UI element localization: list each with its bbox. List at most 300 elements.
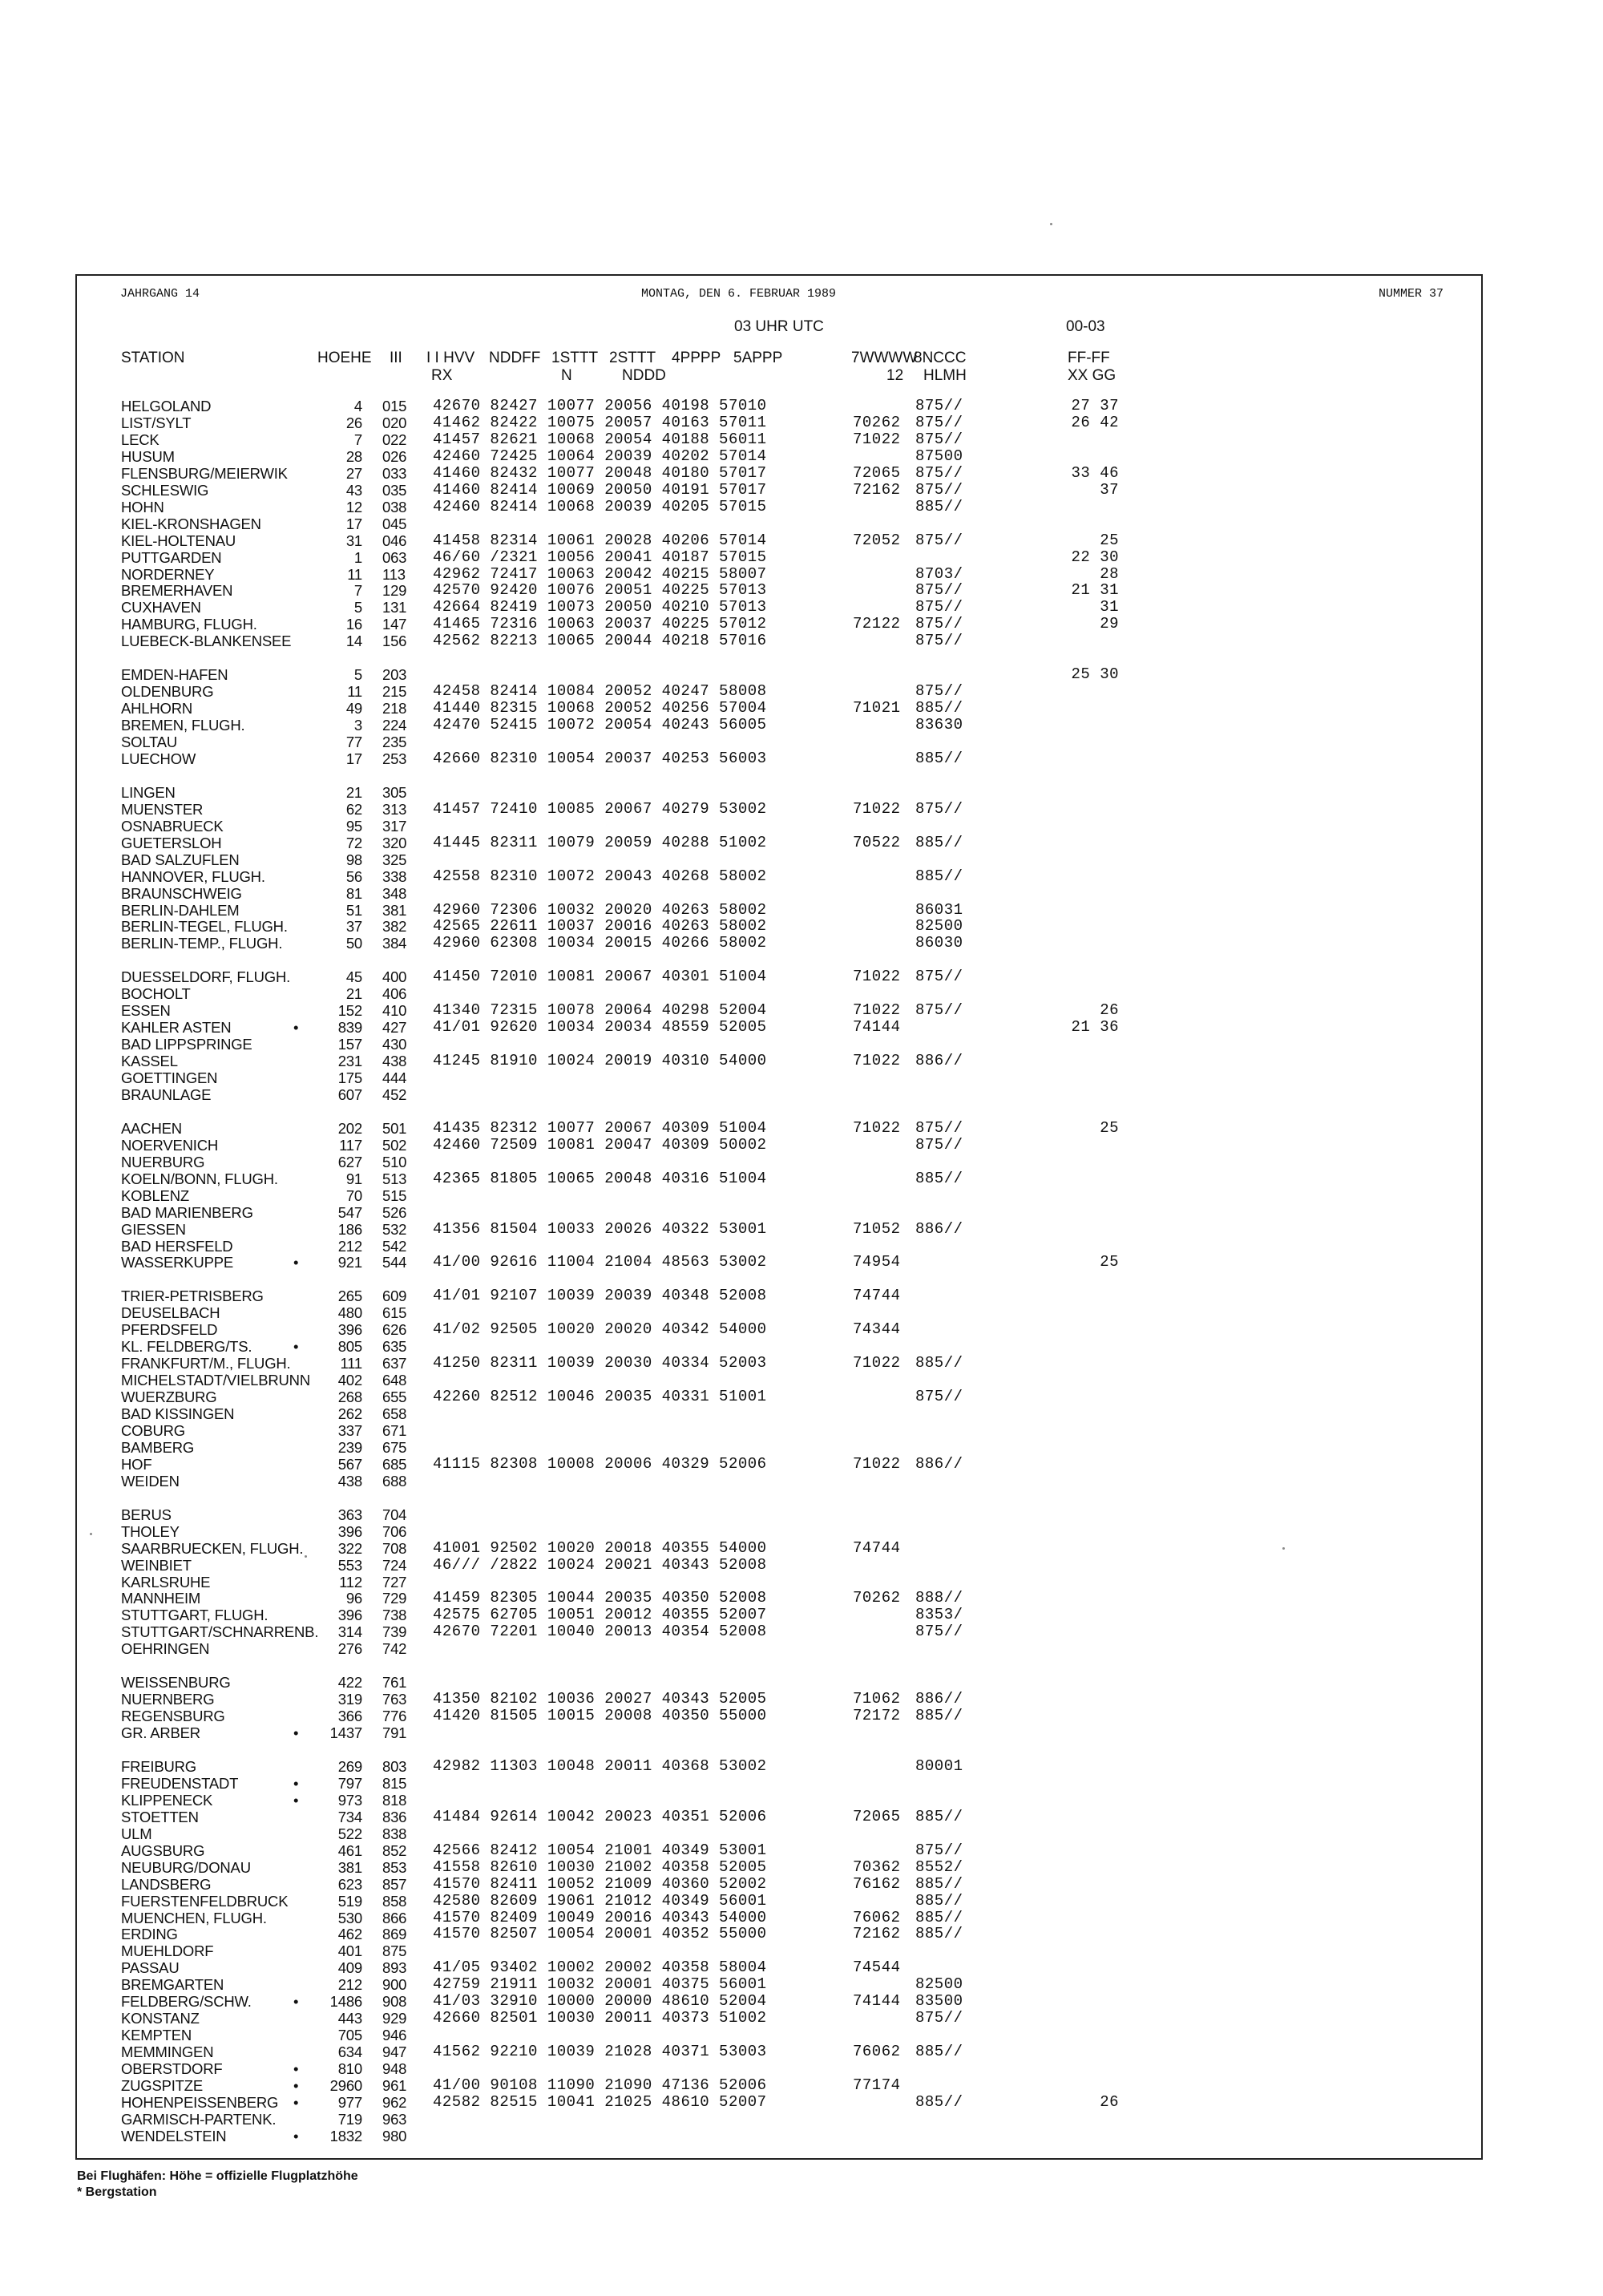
station-index: 035: [382, 481, 407, 499]
col-iii: III: [390, 350, 402, 366]
cloud-group: 886//: [915, 1454, 963, 1473]
gust-group: 27 37: [1071, 397, 1119, 414]
station-name: THOLEY: [121, 1522, 180, 1540]
cloud-group: 885//: [915, 497, 963, 515]
station-height: 95: [345, 817, 362, 835]
cloud-group: 8552/: [915, 1857, 963, 1876]
station-index: 637: [382, 1355, 407, 1372]
table-row: [0, 683, 1603, 700]
station-name: WUERZBURG: [121, 1389, 217, 1406]
station-name: SAARBRUECKEN, FLUGH.: [121, 1539, 304, 1557]
station-index: 156: [382, 633, 407, 650]
table-row: [0, 700, 1603, 717]
cloud-group: 86030: [915, 934, 963, 952]
station-name: KLIPPENECK: [121, 1791, 213, 1809]
station-height: 28: [345, 447, 362, 465]
synop-groups: 41/02 92505 10020 20020 40342 54000: [433, 1320, 767, 1339]
station-index: 763: [382, 1691, 407, 1708]
station-index: 655: [382, 1389, 407, 1406]
cloud-group: 875//: [915, 531, 963, 549]
station-index: 626: [382, 1321, 407, 1339]
station-name: KAHLER ASTEN: [121, 1019, 232, 1037]
station-height: 719: [337, 2110, 362, 2128]
cloud-group: 885//: [915, 1908, 963, 1926]
synop-groups: 42759 21911 10032 20001 40375 56001: [433, 1975, 767, 1994]
table-row: [0, 1623, 1603, 1640]
station-name: MUENSTER: [121, 800, 204, 818]
synop-groups: 46/60 /2321 10056 20041 40187 57015: [433, 548, 767, 566]
table-row: [0, 1338, 1603, 1355]
station-height: 530: [337, 1909, 362, 1926]
synop-groups: 42960 72306 10032 20020 40263 58002: [433, 900, 767, 919]
station-index: 761: [382, 1674, 407, 1692]
weather-group: 72052: [853, 531, 901, 549]
station-name: MICHELSTADT/VIELBRUNN: [121, 1372, 310, 1389]
table-row: [0, 1590, 1603, 1607]
synop-groups: 42566 82412 10054 21001 40349 53001: [433, 1841, 767, 1859]
table-row: [0, 1959, 1603, 1976]
station-height: 634: [337, 2043, 362, 2061]
station-height: 11: [347, 683, 362, 701]
col-g5: 4PPPP: [672, 350, 721, 366]
station-name: EMDEN-HAFEN: [121, 666, 228, 684]
station-index: 532: [382, 1220, 407, 1238]
table-row: [0, 918, 1603, 935]
station-name: BAD MARIENBERG: [121, 1203, 253, 1221]
table-row: [0, 1372, 1603, 1389]
station-height: 805: [337, 1338, 362, 1356]
station-name: LUECHOW: [121, 750, 196, 767]
col-g2: NDDFF: [489, 350, 541, 366]
synop-groups: 42660 82501 10030 20011 40373 51002: [433, 2009, 767, 2027]
weather-group: 74544: [853, 1958, 901, 1977]
weather-group: 74744: [853, 1538, 901, 1557]
cloud-group: 875//: [915, 1623, 963, 1641]
station-name: WEISSENBURG: [121, 1674, 231, 1692]
station-name: KOBLENZ: [121, 1186, 189, 1204]
table-row: [0, 1523, 1603, 1540]
synop-groups: 41460 82414 10069 20050 40191 57017: [433, 480, 767, 499]
station-name: SCHLESWIG: [121, 481, 209, 499]
gust-group: 25 30: [1071, 665, 1119, 684]
synop-groups: 41/01 92107 10039 20039 40348 52008: [433, 1287, 767, 1305]
scan-speck: [90, 1533, 92, 1535]
station-name: TRIER-PETRISBERG: [121, 1287, 264, 1305]
table-row: [0, 1221, 1603, 1238]
station-name: LIST/SYLT: [121, 414, 192, 431]
table-row: [0, 566, 1603, 583]
station-name: BAD HERSFELD: [121, 1237, 233, 1255]
table-row: [0, 499, 1603, 515]
station-height: 98: [345, 851, 362, 868]
station-height: 111: [340, 1355, 362, 1372]
station-height: 239: [337, 1438, 362, 1456]
station-index: 382: [382, 918, 407, 936]
station-index: 729: [382, 1590, 407, 1607]
station-index: 866: [382, 1909, 407, 1926]
col-g8: 8NCCC: [914, 350, 967, 366]
table-row: [0, 1287, 1603, 1304]
table-row: [0, 1422, 1603, 1439]
gust-group: 21 36: [1071, 1018, 1119, 1037]
station-height: 27: [345, 464, 362, 482]
table-row: [0, 582, 1603, 599]
station-height: 401: [337, 1942, 362, 1960]
table-row: [0, 549, 1603, 566]
station-name: MUENCHEN, FLUGH.: [121, 1909, 267, 1926]
station-name: HELGOLAND: [121, 398, 212, 414]
table-row: [0, 2060, 1603, 2077]
station-height: 396: [337, 1321, 362, 1339]
col-g1: I I HVV: [426, 350, 475, 366]
station-height: 7: [353, 582, 362, 600]
footnote-airport: Bei Flughäfen: Höhe = offizielle Flugplatzhöhe: [77, 2169, 358, 2183]
station-height: 43: [345, 481, 362, 499]
station-name: KONSTANZ: [121, 2010, 200, 2027]
station-name: KIEL-KRONSHAGEN: [121, 515, 261, 532]
station-height: 381: [337, 1858, 362, 1876]
station-index: 022: [382, 430, 407, 448]
cloud-group: 885//: [915, 1354, 963, 1372]
mountain-marker: •: [293, 1993, 299, 2011]
station-name: GOETTINGEN: [121, 1069, 218, 1086]
mountain-marker: •: [293, 1019, 299, 1037]
weather-group: 71022: [853, 1001, 901, 1020]
table-row: [0, 1674, 1603, 1691]
date-title: MONTAG, DEN 6. FEBRUAR 1989: [641, 287, 837, 301]
synop-groups: 41465 72316 10063 20037 40225 57012: [433, 615, 767, 633]
station-name: AACHEN: [121, 1119, 182, 1137]
col-g7: 7WWWW: [851, 350, 918, 366]
station-index: 727: [382, 1573, 407, 1591]
station-height: 366: [337, 1708, 362, 1725]
station-height: 396: [337, 1522, 362, 1540]
station-height: 11: [347, 565, 362, 583]
table-row: [0, 1405, 1603, 1422]
col-g6: 5APPP: [733, 350, 783, 366]
table-row: [0, 1271, 1603, 1287]
station-index: 526: [382, 1203, 407, 1221]
station-index: 544: [382, 1254, 407, 1271]
weather-group: 71022: [853, 799, 901, 818]
observation-time: 03 UHR UTC: [734, 318, 824, 335]
col-station: STATION: [121, 350, 185, 366]
synop-groups: 42660 82310 10054 20037 40253 56003: [433, 749, 767, 767]
cloud-group: 8703/: [915, 564, 963, 583]
gust-group: 25: [1100, 1253, 1119, 1271]
synop-groups: 42470 52415 10072 20054 40243 56005: [433, 716, 767, 734]
synop-groups: 42960 62308 10034 20015 40266 58002: [433, 934, 767, 952]
weather-group: 71022: [853, 968, 901, 986]
station-height: 839: [337, 1019, 362, 1037]
table-row: [0, 1456, 1603, 1473]
station-index: 609: [382, 1287, 407, 1305]
station-height: 1: [353, 548, 362, 566]
synop-groups: 42460 72509 10081 20047 40309 50002: [433, 1135, 767, 1154]
station-name: BAMBERG: [121, 1438, 195, 1456]
station-name: MEMMINGEN: [121, 2043, 214, 2061]
station-height: 31: [345, 532, 362, 549]
station-height: 212: [337, 1976, 362, 1994]
station-index: 875: [382, 1942, 407, 1960]
station-name: WENDELSTEIN: [121, 2127, 227, 2144]
cloud-group: 875//: [915, 397, 963, 414]
station-name: KASSEL: [121, 1053, 178, 1070]
station-name: BREMEN, FLUGH.: [121, 717, 245, 734]
station-index: 658: [382, 1405, 407, 1422]
station-name: BAD LIPPSPRINGE: [121, 1036, 252, 1053]
station-index: 815: [382, 1774, 407, 1792]
table-row: [0, 666, 1603, 683]
cloud-group: 80001: [915, 1756, 963, 1775]
weather-group: 71022: [853, 1118, 901, 1137]
station-height: 977: [337, 2093, 362, 2111]
synop-groups: 42582 82515 10041 21025 48610 52007: [433, 2092, 767, 2111]
cloud-group: 86031: [915, 900, 963, 919]
station-name: OLDENBURG: [121, 683, 214, 701]
cloud-group: 886//: [915, 1690, 963, 1708]
table-row: [0, 2027, 1603, 2043]
weather-group: 74144: [853, 1992, 901, 2011]
station-height: 567: [337, 1455, 362, 1473]
station-name: LUEBECK-BLANKENSEE: [121, 633, 292, 650]
station-name: NOERVENICH: [121, 1136, 219, 1154]
station-index: 026: [382, 447, 407, 465]
mountain-marker: •: [293, 1254, 299, 1271]
cloud-group: 885//: [915, 699, 963, 718]
synop-groups: 41/05 93402 10002 20002 40358 58004: [433, 1958, 767, 1977]
table-row: [0, 649, 1603, 666]
cloud-group: 875//: [915, 1841, 963, 1859]
station-name: BERLIN-TEMP., FLUGH.: [121, 935, 283, 952]
station-height: 91: [345, 1170, 362, 1187]
weather-group: 74744: [853, 1287, 901, 1305]
table-row: [0, 1640, 1603, 1657]
mountain-marker: •: [293, 2093, 299, 2111]
weather-group: 76062: [853, 2043, 901, 2061]
synop-groups: 41/01 92620 10034 20034 48559 52005: [433, 1018, 767, 1037]
table-row: [0, 1825, 1603, 1842]
cloud-group: 875//: [915, 1388, 963, 1406]
station-index: 900: [382, 1976, 407, 1994]
col-hoehe: HOEHE: [317, 350, 372, 366]
table-row: [0, 465, 1603, 482]
weather-group: 71022: [853, 1454, 901, 1473]
station-height: 51: [345, 901, 362, 919]
station-height: 77: [345, 734, 362, 750]
cloud-group: 875//: [915, 430, 963, 448]
weather-group: 71022: [853, 1052, 901, 1070]
cloud-group: 87500: [915, 447, 963, 465]
weather-group: 71052: [853, 1219, 901, 1238]
station-height: 157: [337, 1036, 362, 1053]
synop-groups: 41350 82102 10036 20027 40343 52005: [433, 1690, 767, 1708]
cloud-group: 875//: [915, 581, 963, 600]
synop-groups: 42458 82414 10084 20052 40247 58008: [433, 682, 767, 701]
station-name: HOF: [121, 1455, 152, 1473]
station-index: 015: [382, 398, 407, 414]
table-row: [0, 1187, 1603, 1204]
table-row: [0, 801, 1603, 818]
station-height: 4: [353, 398, 362, 414]
station-index: 218: [382, 700, 407, 718]
station-name: PUTTGARDEN: [121, 548, 222, 566]
table-row: [0, 767, 1603, 784]
station-index: 869: [382, 1926, 407, 1943]
table-row: [0, 750, 1603, 767]
weather-group: 70522: [853, 833, 901, 851]
station-index: 444: [382, 1069, 407, 1086]
station-index: 033: [382, 464, 407, 482]
synop-groups: 42460 82414 10068 20039 40205 57015: [433, 497, 767, 515]
station-name: WASSERKUPPE: [121, 1254, 234, 1271]
col-g4: 2STTT: [609, 350, 656, 366]
station-height: 14: [345, 633, 362, 650]
table-row: [0, 968, 1603, 985]
table-row: [0, 935, 1603, 952]
station-height: 314: [337, 1623, 362, 1641]
weather-group: 72172: [853, 1707, 901, 1725]
station-height: 402: [337, 1372, 362, 1389]
weather-group: 71062: [853, 1690, 901, 1708]
table-row: [0, 1069, 1603, 1086]
station-index: 706: [382, 1522, 407, 1540]
table-row: [0, 1893, 1603, 1910]
table-row: [0, 1976, 1603, 1993]
synop-groups: 41115 82308 10008 20006 40329 52006: [433, 1454, 767, 1473]
station-height: 461: [337, 1841, 362, 1859]
cloud-group: 885//: [915, 1874, 963, 1893]
table-row: [0, 902, 1603, 919]
station-index: 946: [382, 2027, 407, 2044]
table-row: [0, 1002, 1603, 1019]
station-index: 400: [382, 968, 407, 986]
station-height: 50: [345, 935, 362, 952]
station-height: 2960: [329, 2077, 362, 2094]
station-height: 37: [345, 918, 362, 936]
cloud-group: 83500: [915, 1992, 963, 2011]
station-index: 046: [382, 532, 407, 549]
station-height: 522: [337, 1825, 362, 1842]
issue-number: NUMMER 37: [1379, 287, 1444, 301]
gust-group: 26 42: [1071, 413, 1119, 431]
station-index: 452: [382, 1085, 407, 1103]
synop-groups: 41340 72315 10078 20064 40298 52004: [433, 1001, 767, 1020]
weather-group: 72162: [853, 1925, 901, 1943]
station-name: OSNABRUECK: [121, 817, 224, 835]
table-row: [0, 1993, 1603, 2010]
station-height: 96: [345, 1590, 362, 1607]
station-index: 305: [382, 783, 407, 801]
cloud-group: 875//: [915, 1001, 963, 1020]
weather-group: 76062: [853, 1908, 901, 1926]
col-g9: FF-FF: [1068, 350, 1110, 366]
station-index: 648: [382, 1372, 407, 1389]
cloud-group: 886//: [915, 1219, 963, 1238]
table-row: [0, 2094, 1603, 2111]
col-g1-sub: RX: [431, 367, 453, 384]
scan-speck: [1050, 223, 1052, 225]
station-height: 319: [337, 1691, 362, 1708]
col-g9-sub: XX GG: [1068, 367, 1116, 384]
weather-group: 70262: [853, 413, 901, 431]
table-row: [0, 1473, 1603, 1490]
station-name: GR. ARBER: [121, 1724, 200, 1742]
station-index: 384: [382, 935, 407, 952]
table-row: [0, 1708, 1603, 1724]
gust-group: 31: [1100, 598, 1119, 616]
station-height: 186: [337, 1220, 362, 1238]
station-height: 21: [345, 783, 362, 801]
station-index: 063: [382, 548, 407, 566]
table-row: [0, 482, 1603, 499]
station-index: 542: [382, 1237, 407, 1255]
col-g8-sub: HLMH: [923, 367, 967, 384]
synop-groups: 41450 72010 10081 20067 40301 51004: [433, 968, 767, 986]
table-row: [0, 2077, 1603, 2094]
station-height: 553: [337, 1556, 362, 1574]
station-index: 406: [382, 985, 407, 1003]
table-row: [0, 1657, 1603, 1674]
table-row: [0, 1053, 1603, 1069]
station-name: LANDSBERG: [121, 1875, 212, 1893]
station-height: 973: [337, 1791, 362, 1809]
station-height: 152: [337, 1002, 362, 1020]
station-name: MUEHLDORF: [121, 1942, 214, 1960]
station-height: 56: [345, 867, 362, 885]
station-name: KEMPTEN: [121, 2027, 192, 2044]
station-name: OEHRINGEN: [121, 1640, 210, 1658]
station-index: 671: [382, 1421, 407, 1439]
table-row: [0, 1120, 1603, 1137]
station-index: 742: [382, 1640, 407, 1658]
station-index: 045: [382, 515, 407, 532]
cloud-group: 885//: [915, 1169, 963, 1187]
table-row: [0, 1724, 1603, 1741]
station-index: 838: [382, 1825, 407, 1842]
station-name: HOHENPEISSENBERG: [121, 2093, 279, 2111]
station-index: 929: [382, 2010, 407, 2027]
table-row: [0, 1809, 1603, 1825]
station-index: 510: [382, 1153, 407, 1170]
synop-groups: 41/00 90108 11090 21090 47136 52006: [433, 2076, 767, 2094]
station-height: 462: [337, 1926, 362, 1943]
station-height: 810: [337, 2060, 362, 2078]
station-height: 212: [337, 1237, 362, 1255]
cloud-group: 885//: [915, 833, 963, 851]
synop-groups: 41/03 32910 10000 20000 48610 52004: [433, 1992, 767, 2011]
station-name: KARLSRUHE: [121, 1573, 211, 1591]
col-g3: 1STTT: [551, 350, 599, 366]
station-index: 131: [382, 599, 407, 616]
table-row: [0, 515, 1603, 532]
table-row: [0, 414, 1603, 431]
station-height: 409: [337, 1959, 362, 1977]
synop-groups: 42982 11303 10048 20011 40368 53002: [433, 1756, 767, 1775]
table-row: [0, 1758, 1603, 1775]
synop-groups: 41570 82411 10052 21009 40360 52002: [433, 1874, 767, 1893]
station-index: 818: [382, 1791, 407, 1809]
synop-groups: 41457 82621 10068 20054 40188 56011: [433, 430, 767, 448]
station-name: BRAUNSCHWEIG: [121, 884, 242, 902]
synop-groups: 41562 92210 10039 21028 40371 53003: [433, 2043, 767, 2061]
table-row: [0, 1254, 1603, 1271]
mountain-marker: •: [293, 2077, 299, 2094]
station-height: 17: [345, 750, 362, 767]
station-name: WEINBIET: [121, 1556, 192, 1574]
station-height: 117: [339, 1136, 362, 1154]
gust-group: 33 46: [1071, 463, 1119, 482]
